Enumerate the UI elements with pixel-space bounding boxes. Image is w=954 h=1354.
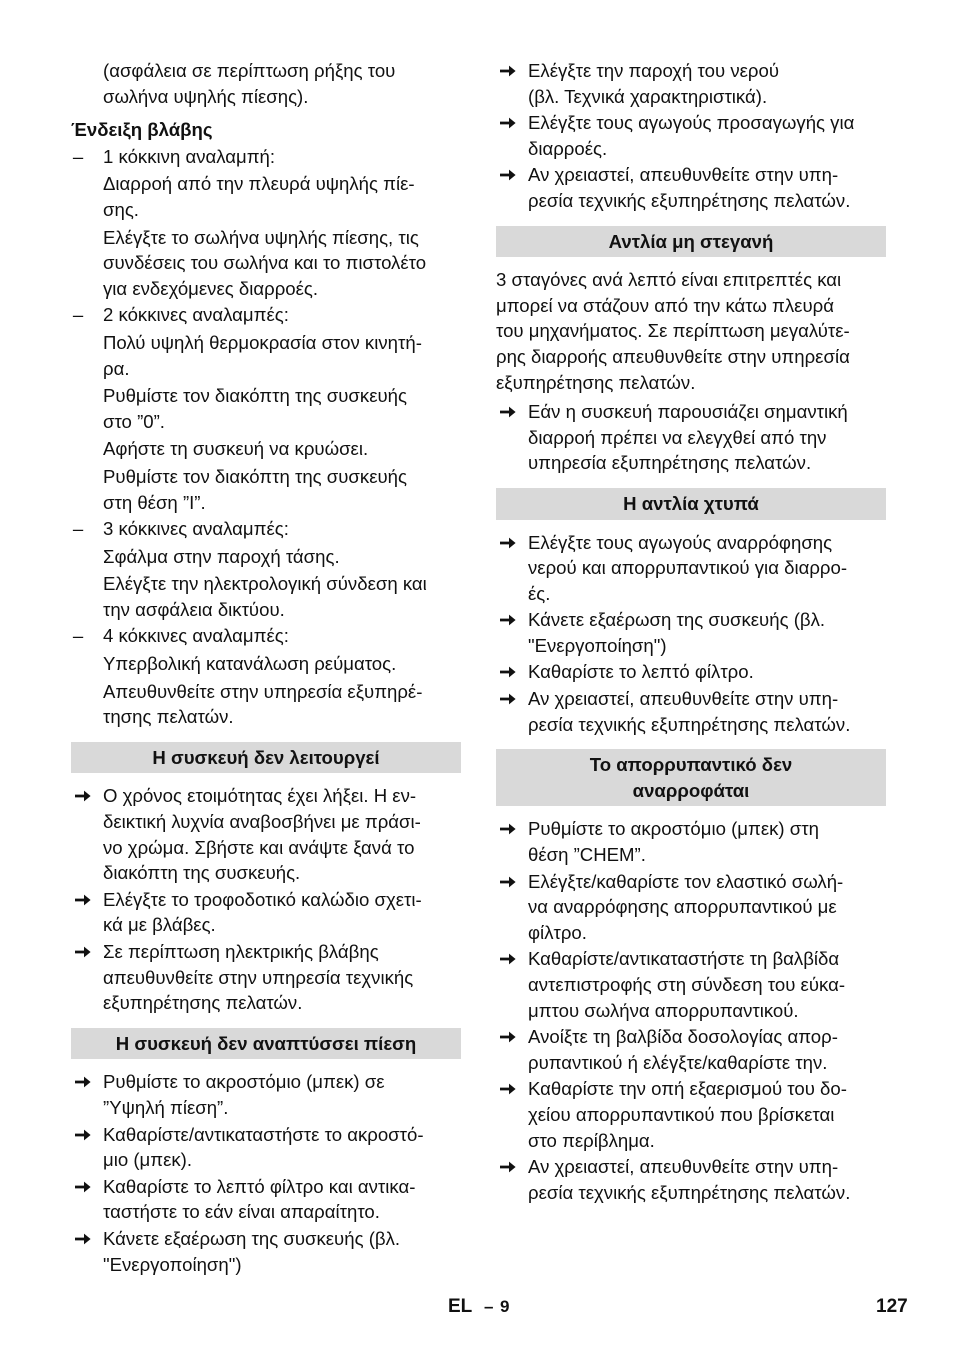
fault-description [71,383,461,434]
action-step [71,887,461,938]
arrow-right-icon [500,614,516,626]
action-step [496,399,886,476]
action-step-line: διαρροή πρέπει να ελεγχθεί από την [528,426,827,448]
arrow-right-icon [75,1233,91,1245]
action-step-line: ταστήστε το εάν είναι απαραίτητο. [103,1201,380,1223]
section-heading [496,488,886,520]
arrow-right-icon [500,693,516,705]
action-step-line: μπτου σωλήνα απορρυπαντικού. [528,999,799,1021]
dash-marker: – [72,145,84,167]
fault-description-line: Ρυθμίστε τον διακόπτη της συσκευής [103,385,407,407]
action-step-line: Καθαρίστε το λεπτό φίλτρο. [528,661,754,683]
action-step-line: απευθυνθείτε στην υπηρεσία τεχνικής [103,966,414,988]
arrow-right-icon [500,117,516,129]
arrow-right-icon [500,169,516,181]
arrow-right-icon [75,1181,91,1193]
dash-marker: – [72,625,84,647]
pump-leak-text [496,267,886,395]
fault-description-line: ρα. [103,357,130,379]
arrow-right-icon [75,946,91,958]
action-step-line: Εάν η συσκευή παρουσιάζει σημαντική [528,401,848,423]
pump-leak-text-line: ρης διαρροής απευθυνθείτε στην υπηρεσία [496,345,850,367]
fault-description-line: Σφάλμα στην παροχή τάσης. [103,545,340,567]
arrow-right-icon [500,666,516,678]
arrow-right-icon [75,790,91,802]
fault-label: 1 κόκκινη αναλαμπή: [103,145,276,167]
action-step-line: Ελέγξτε τους αγωγούς προσαγωγής για [528,112,855,134]
action-step-line: εξυπηρέτησης πελατών. [103,992,303,1014]
pump-leak-text-line: 3 σταγόνες ανά λεπτό είναι επιτρεπτές και [496,269,842,291]
right-column [496,58,886,1206]
pump-leak-text-line: εξυπηρέτησης πελατών. [496,371,696,393]
footer-dash: – [484,1297,494,1316]
fault-item [71,623,461,649]
action-step-line: Καθαρίστε/αντικαταστήστε το ακροστό- [103,1123,424,1145]
arrow-right-icon [500,65,516,77]
arrow-right-icon [500,953,516,965]
fault-item [71,144,461,170]
pump-leak-text-line: του μηχανήματος. Σε περίπτωση μεγαλύτε- [496,320,850,342]
fault-item [71,302,461,328]
arrow-right-icon [500,537,516,549]
action-step-line: ”Υψηλή πίεση”. [103,1096,229,1118]
action-step-line: αντεπιστροφής στη σύνδεση του εύκα- [528,974,846,995]
action-step-line: δεικτική λυχνία αναβοσβήνει με πράσι- [103,811,421,833]
action-step-line: Κάνετε εξαέρωση της συσκευής (βλ. [528,609,826,631]
action-step-line: μιο (μπεκ). [103,1149,193,1171]
intro-line: (ασφάλεια σε περίπτωση ρήξης του [103,60,396,81]
action-step-line: ρεσία τεχνικής εξυπηρέτησης πελατών. [528,189,851,211]
fault-description-line: Απευθυνθείτε στην υπηρεσία εξυπηρέ- [103,680,423,702]
section-heading-line: Η συσκευή δεν λειτουργεί [152,746,380,768]
action-step-line: Ο χρόνος ετοιμότητας έχει λήξει. Η εν- [103,785,417,807]
section-heading-line: αναρροφάται [632,779,750,801]
intro-line: σωλήνα υψηλής πίεσης). [103,85,309,107]
arrow-right-icon [500,1161,516,1173]
action-step [496,1024,886,1075]
action-step-line: κά με βλάβες. [103,914,216,936]
fault-label: 3 κόκκινες αναλαμπές: [103,518,289,540]
footer-language: EL [448,1296,473,1317]
arrow-right-icon [500,876,516,888]
arrow-right-icon [500,823,516,835]
action-step-line: Ρυθμίστε το ακροστόμιο (μπεκ) σε [103,1071,385,1093]
action-step [496,162,886,213]
action-step-line: Καθαρίστε την οπή εξαερισμού του δο- [528,1078,847,1100]
arrow-right-icon [500,1031,516,1043]
action-step-line: διακόπτη της συσκευής. [103,862,301,884]
action-step-line: ές. [528,582,551,604]
fault-description-line: στο ”0”. [103,410,165,432]
fault-description-line: Διαρροή από την πλευρά υψηλής πίε- [103,173,415,195]
arrow-right-icon [75,1129,91,1141]
action-step [71,1069,461,1120]
action-step [496,58,886,109]
action-step-line: ρεσία τεχνικής εξυπηρέτησης πελατών. [528,713,851,735]
action-step-line: (βλ. Τεχνικά χαρακτηριστικά). [528,85,768,107]
action-step [496,1076,886,1153]
action-step [496,607,886,658]
pump-leak-text-line: μπορεί να στάζουν από την κάτω πλευρά [496,294,834,316]
action-step-line: Σε περίπτωση ηλεκτρικής βλάβης [103,941,379,962]
dash-marker: – [72,518,84,540]
section-heading-line: Η συσκευή δεν αναπτύσσει πίεση [115,1032,417,1054]
action-step [71,1226,461,1277]
action-step [71,1122,461,1173]
fault-label: 2 κόκκινες αναλαμπές: [103,304,289,326]
action-step [496,110,886,161]
action-step-line: Αν χρειαστεί, απευθυνθείτε στην υπη- [528,688,839,710]
section-heading-line: Το απορρυπαντικό δεν [589,754,793,776]
action-step-line: φίλτρο. [528,921,587,943]
fault-description-line: Ελέγξτε το σωλήνα υψηλής πίεσης, τις [103,226,419,248]
intro-text [71,58,461,109]
action-step-line: θέση ”CHEM”. [528,844,646,866]
section-heading [496,749,886,806]
fault-description-line: Αφήστε τη συσκευή να κρυώσει. [103,438,369,460]
action-step [496,816,886,867]
action-step [496,686,886,737]
arrow-right-icon [500,406,516,418]
fault-description [71,464,461,515]
action-step-line: Ελέγξτε το τροφοδοτικό καλώδιο σχετι- [103,888,422,910]
fault-description-line: τησης πελατών. [103,706,234,728]
fault-description-line: Πολύ υψηλή θερμοκρασία στον κινητή- [103,331,422,353]
fault-description-line: στη θέση ”I”. [103,491,206,513]
arrow-right-icon [75,894,91,906]
left-column [71,58,461,1278]
fault-description [71,436,461,462]
fault-description [71,651,461,677]
fault-description [71,171,461,222]
action-step-line: Ελέγξτε την παροχή του νερού [528,60,779,81]
section-heading-line: Αντλία μη στεγανή [608,230,774,252]
action-step-line: Καθαρίστε το λεπτό φίλτρο και αντικα- [103,1175,416,1197]
fault-description-line: σης. [103,198,139,220]
action-step-line: στο περίβλημα. [528,1129,655,1151]
arrow-right-icon [500,1083,516,1095]
footer-page-number: 127 [876,1296,908,1317]
action-step [71,1174,461,1225]
section-heading [71,742,461,774]
fault-description [71,571,461,622]
action-step-line: ρεσία τεχνικής εξυπηρέτησης πελατών. [528,1181,851,1203]
action-step-line: Αν χρειαστεί, απευθυνθείτε στην υπη- [528,164,839,186]
fault-description-line: συνδέσεις του σωλήνα και το πιστολέτο [103,252,427,274]
fault-description-line: Ελέγξτε την ηλεκτρολογική σύνδεση και [103,573,427,595]
action-step-line: νερού και απορρυπαντικού για διαρρο- [528,557,848,579]
section-heading [496,226,886,258]
action-step-line: Ρυθμίστε το ακροστόμιο (μπεκ) στη [528,818,819,840]
fault-indication-title: Ένδειξη βλάβης [71,119,213,141]
fault-item [71,516,461,542]
action-step-line: Αν χρειαστεί, απευθυνθείτε στην υπη- [528,1156,839,1178]
fault-label: 4 κόκκινες αναλαμπές: [103,625,289,647]
action-step-line: Ανοίξτε τη βαλβίδα δοσολογίας απορ- [528,1026,838,1048]
action-step [71,783,461,885]
action-step [496,869,886,946]
action-step-line: Ελέγξτε τους αγωγούς αναρρόφησης [528,531,833,553]
fault-description-line: Υπερβολική κατανάλωση ρεύματος. [103,653,397,675]
fault-description [71,679,461,730]
action-step-line: "Ενεργοποίηση") [103,1253,242,1275]
fault-description-line: την ασφάλεια δικτύου. [103,598,285,620]
fault-description [71,330,461,381]
action-step-line: χείου απορρυπαντικού που βρίσκεται [528,1103,835,1125]
dash-marker: – [72,304,84,326]
action-step-line: Καθαρίστε/αντικαταστήστε τη βαλβίδα [528,948,840,970]
action-step-line: υπηρεσία εξυπηρέτησης πελατών. [528,452,812,474]
action-step [496,946,886,1023]
fault-description-line: Ρυθμίστε τον διακόπτη της συσκευής [103,465,407,487]
section-heading-line: Η αντλία χτυπά [623,492,759,514]
action-step [71,939,461,1016]
arrow-right-icon [75,1076,91,1088]
fault-description [71,544,461,570]
section-heading [71,1028,461,1060]
action-step-line: νο χρώμα. Σβήστε και ανάψτε ξανά το [103,836,415,858]
action-step-line: "Ενεργοποίηση") [528,634,667,656]
action-step-line: διαρροές. [528,137,608,159]
fault-description-line: για ενδεχόμενες διαρροές. [103,277,319,299]
action-step [496,530,886,607]
action-step-line: Κάνετε εξαέρωση της συσκευής (βλ. [103,1227,401,1249]
action-step-line: να αναρρόφησης απορρυπαντικού με [528,896,837,918]
footer-section-page: 9 [500,1297,510,1316]
action-step-line: Ελέγξτε/καθαρίστε τον ελαστικό σωλή- [528,870,844,892]
action-step-line: ρυπαντικού ή ελέγξτε/καθαρίστε την. [528,1051,828,1073]
action-step [496,659,886,685]
fault-description [71,225,461,302]
action-step [496,1154,886,1205]
